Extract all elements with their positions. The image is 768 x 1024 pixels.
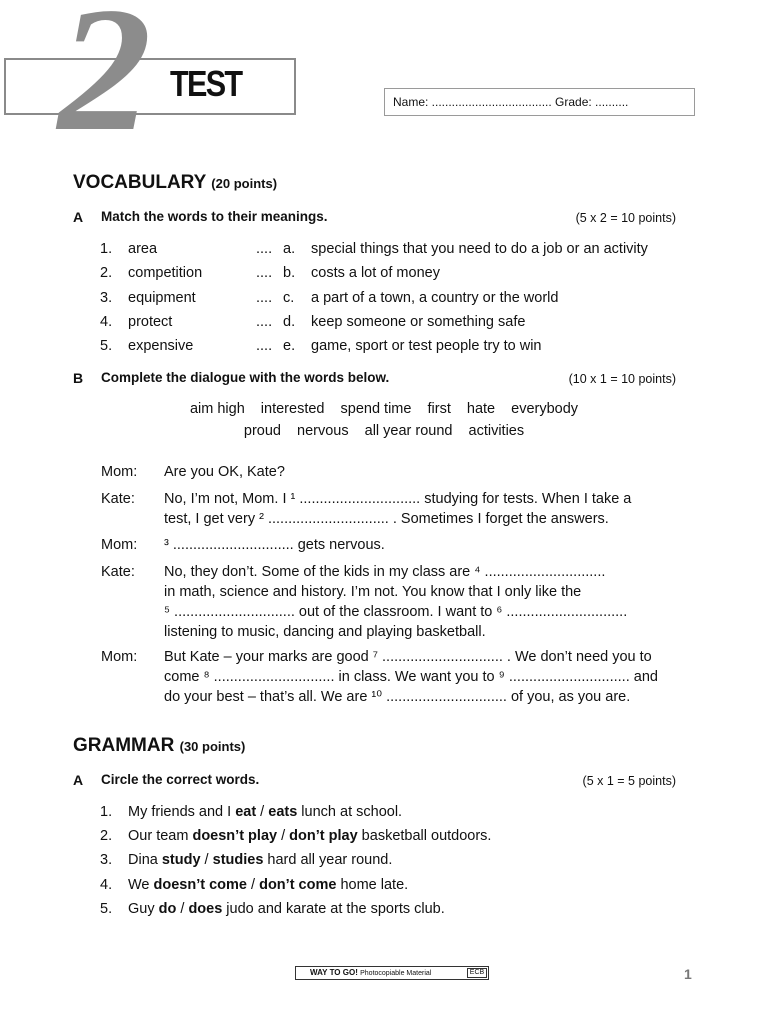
footer-brand: WAY TO GO! xyxy=(310,968,358,977)
grammar-separator: / xyxy=(247,876,260,893)
match-item-meaning: game, sport or test people try to win xyxy=(311,338,542,355)
match-item-meaning: keep someone or something safe xyxy=(311,313,526,330)
grammar-option[interactable]: eat xyxy=(235,804,257,820)
dialogue-line: listening to music, dancing and playing basketball. xyxy=(164,624,486,640)
grammar-option[interactable]: does xyxy=(188,900,223,917)
match-item-blank[interactable]: .... xyxy=(256,241,273,257)
vocabulary-title: VOCABULARY xyxy=(73,172,207,193)
grammar-option[interactable]: studies xyxy=(212,852,264,869)
grammar-separator: / xyxy=(256,804,269,820)
grammar-item-text: Dina xyxy=(128,852,162,869)
wordbank-word: first xyxy=(427,401,451,417)
grammar-option[interactable]: study xyxy=(161,852,201,869)
match-item-word: equipment xyxy=(128,289,196,306)
name-grade-field[interactable]: Name: .................................... Grade: .......... xyxy=(384,88,695,116)
vocab-task-b-letter: B xyxy=(73,370,84,386)
dialogue-speaker: Kate: xyxy=(101,491,135,507)
match-item-word: expensive xyxy=(128,338,194,355)
dialogue-speaker: Mom: xyxy=(101,649,138,665)
grammar-item-text: Our team xyxy=(128,828,193,845)
footer-label xyxy=(310,967,431,980)
grammar-item xyxy=(128,900,445,918)
match-item-blank[interactable]: .... xyxy=(256,289,273,306)
match-item-letter: a. xyxy=(283,241,296,257)
dialogue-line: ⁵ .............................. out of the classroom. I want to ⁶ .............................. xyxy=(164,604,628,620)
dialogue-line: No, I’m not, Mom. I ¹ .............................. studying for tests. When I take a xyxy=(164,491,632,507)
vocabulary-heading xyxy=(73,172,277,195)
match-item-number: 2. xyxy=(100,265,113,282)
dialogue-line: do your best – that’s all. We are ¹⁰ .............................. of you, as you are. xyxy=(164,689,631,705)
match-item-word: protect xyxy=(128,313,173,330)
match-item-word: competition xyxy=(128,265,203,282)
match-item-number: 3. xyxy=(100,289,113,306)
match-item-letter: c. xyxy=(283,289,295,306)
match-item-letter: b. xyxy=(283,265,296,282)
match-item-blank[interactable]: .... xyxy=(256,338,273,355)
grammar-title: GRAMMAR xyxy=(73,735,175,756)
wordbank-word: hate xyxy=(466,401,496,417)
wordbank-word: proud xyxy=(243,423,281,439)
grammar-task-a-instruction: Circle the correct words. xyxy=(101,772,260,787)
page-number: 1 xyxy=(684,966,692,982)
dialogue-speaker: Kate: xyxy=(101,564,135,580)
footer-label-box xyxy=(295,966,489,980)
wordbank-word: interested xyxy=(260,401,325,417)
grammar-item-number: 2. xyxy=(100,828,113,845)
match-item-number: 5. xyxy=(100,338,113,355)
unit-number: 2 xyxy=(58,0,152,168)
grammar-item-number: 4. xyxy=(100,876,113,893)
match-item-number: 4. xyxy=(100,313,113,330)
grammar-option[interactable]: don’t play xyxy=(289,828,358,845)
vocabulary-points: (20 points) xyxy=(211,176,278,191)
wordbank-word: aim high xyxy=(189,401,245,417)
wordbank-word: nervous xyxy=(297,423,349,439)
grammar-item-text: hard all year round. xyxy=(263,852,393,869)
grammar-item-text: basketball outdoors. xyxy=(357,828,492,845)
match-item-number: 1. xyxy=(100,241,113,257)
grammar-item-text: Guy xyxy=(128,900,159,917)
grammar-item xyxy=(128,803,402,821)
grammar-separator: / xyxy=(200,852,213,869)
grammar-option[interactable]: eats xyxy=(268,804,298,820)
vocab-task-b-points: (10 x 1 = 10 points) xyxy=(568,372,676,386)
publisher-logo: ECB xyxy=(467,968,487,978)
dialogue-line: test, I get very ² .............................. . Sometimes I forget the answers. xyxy=(164,511,609,527)
dialogue-line: ³ .............................. gets nervous. xyxy=(164,537,385,553)
vocab-task-a-letter: A xyxy=(73,209,84,225)
grammar-item-text: My friends and I xyxy=(128,804,236,820)
grammar-item xyxy=(128,827,491,845)
grammar-option[interactable]: doesn’t play xyxy=(192,828,278,845)
grammar-item-text: lunch at school. xyxy=(297,804,403,820)
wordbank-word: spend time xyxy=(340,401,412,417)
vocab-task-a-instruction: Match the words to their meanings. xyxy=(101,209,328,224)
grammar-item xyxy=(128,851,392,869)
match-item-word: area xyxy=(128,241,158,257)
match-item-meaning: a part of a town, a country or the world xyxy=(311,289,559,306)
grammar-points: (30 points) xyxy=(179,739,246,754)
grammar-item-number: 5. xyxy=(100,900,113,917)
dialogue-line: come ⁸ .............................. in class. We want you to ⁹ .............................. and xyxy=(164,669,658,685)
match-item-letter: d. xyxy=(283,313,296,330)
grammar-separator: / xyxy=(176,900,189,917)
grammar-item-text: judo and karate at the sports club. xyxy=(222,900,445,917)
dialogue-line: in math, science and history. I’m not. You know that I only like the xyxy=(164,584,582,600)
grammar-option[interactable]: doesn’t come xyxy=(153,876,247,893)
grammar-separator: / xyxy=(277,828,290,845)
wordbank-word: everybody xyxy=(511,401,579,417)
vocab-task-a-points: (5 x 2 = 10 points) xyxy=(575,211,676,225)
footer-material: Photocopiable Material xyxy=(360,970,432,977)
grammar-heading xyxy=(73,735,245,758)
grammar-item-number: 1. xyxy=(100,804,113,820)
wordbank-row-1 xyxy=(0,400,768,418)
grammar-option[interactable]: don’t come xyxy=(259,876,337,893)
dialogue-line: Are you OK, Kate? xyxy=(164,464,285,480)
grammar-item-text: We xyxy=(128,876,154,893)
match-item-meaning: costs a lot of money xyxy=(311,265,440,282)
wordbank-word: all year round xyxy=(364,423,453,439)
dialogue-speaker: Mom: xyxy=(101,537,138,553)
match-item-meaning: special things that you need to do a job or an activity xyxy=(311,241,648,257)
page-title: TEST xyxy=(170,63,242,104)
dialogue-line: No, they don’t. Some of the kids in my class are ⁴ .............................. xyxy=(164,564,606,580)
grammar-option[interactable]: do xyxy=(158,900,177,917)
dialogue-speaker: Mom: xyxy=(101,464,138,480)
wordbank-row-2 xyxy=(0,422,768,440)
match-item-blank[interactable]: .... xyxy=(256,265,273,282)
match-item-blank[interactable]: .... xyxy=(256,313,273,330)
grammar-task-a-letter: A xyxy=(73,772,84,788)
wordbank-word: activities xyxy=(468,423,525,439)
vocab-task-b-instruction: Complete the dialogue with the words below. xyxy=(101,370,390,385)
grammar-item xyxy=(128,876,408,894)
grammar-task-a-points: (5 x 1 = 5 points) xyxy=(582,774,676,788)
grammar-item-text: home late. xyxy=(336,876,409,893)
match-item-letter: e. xyxy=(283,338,296,355)
dialogue-line: But Kate – your marks are good ⁷ .............................. . We don’t need you to xyxy=(164,649,652,665)
grammar-item-number: 3. xyxy=(100,852,113,869)
